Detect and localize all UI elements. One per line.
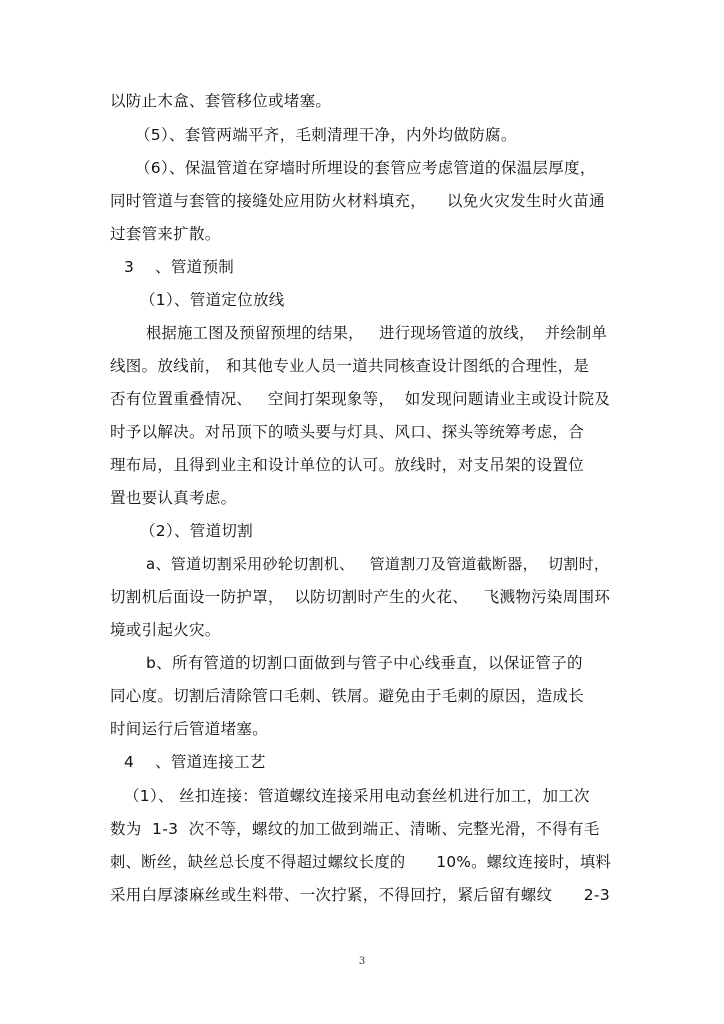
text-line: 采用白厚漆麻丝或生料带、一次拧紧，不得回拧，紧后留有螺纹 2-3 <box>110 886 610 904</box>
text-line: 境或引起火灾。 <box>110 621 221 639</box>
subsection-heading: （2）、管道切割 <box>140 522 254 540</box>
text-line: 根据施工图及预留预埋的结果， 进行现场管道的放线， 并绘制单 <box>146 324 608 342</box>
text-line: 过套管来扩散。 <box>110 225 221 243</box>
text-line: 同时管道与套管的接缝处应用防火材料填充， 以免火灾发生时火苗通 <box>110 192 605 210</box>
text-line: a、管道切割采用砂轮切割机、 管道割刀及管道截断器， 切割时， <box>146 555 610 573</box>
text-line: 切割机后面设一防护罩， 以防切割时产生的火花、 飞溅物污染周围环 <box>110 588 611 606</box>
section-heading: 4 、管道连接工艺 <box>124 753 266 771</box>
text-line: 刺、断丝，缺丝总长度不得超过螺纹长度的 10%。螺纹连接时，填料 <box>110 853 612 871</box>
page-number: 3 <box>358 956 366 967</box>
text-line: （5）、套管两端平齐，毛刺清理干净，内外均做防腐。 <box>135 126 517 144</box>
text-line: 以防止木盒、套管移位或堵塞。 <box>110 92 332 110</box>
text-line: 时予以解决。对吊顶下的喷头要与灯具、风口、探头等统筹考虑，合 <box>110 423 585 441</box>
text-line: 时间运行后管道堵塞。 <box>110 720 269 738</box>
text-line: b、所有管道的切割口面做到与管子中心线垂直，以保证管子的 <box>146 654 583 672</box>
text-line: （6）、保温管道在穿墙时所埋设的套管应考虑管道的保温层厚度， <box>135 159 596 177</box>
text-line: （1）、 丝扣连接：管道螺纹连接采用电动套丝机进行加工，加工次 <box>124 787 590 805</box>
text-line: 否有位置重叠情况、 空间打架现象等， 如发现问题请业主或设计院及 <box>110 390 611 408</box>
text-line: 理布局，且得到业主和设计单位的认可。放线时，对支吊架的设置位 <box>110 456 585 474</box>
subsection-heading: （1）、管道定位放线 <box>140 291 285 309</box>
text-line: 线图。放线前， 和其他专业人员一道共同核查设计图纸的合理性，是 <box>110 357 590 375</box>
text-line: 置也要认真考虑。 <box>110 489 237 507</box>
text-line: 同心度。切割后清除管口毛刺、铁屑。避免由于毛刺的原因，造成长 <box>110 687 585 705</box>
section-heading: 3 、管道预制 <box>124 258 235 276</box>
text-line: 数为 1-3 次不等，螺纹的加工做到端正、清晰、完整光滑，不得有毛 <box>110 820 600 838</box>
